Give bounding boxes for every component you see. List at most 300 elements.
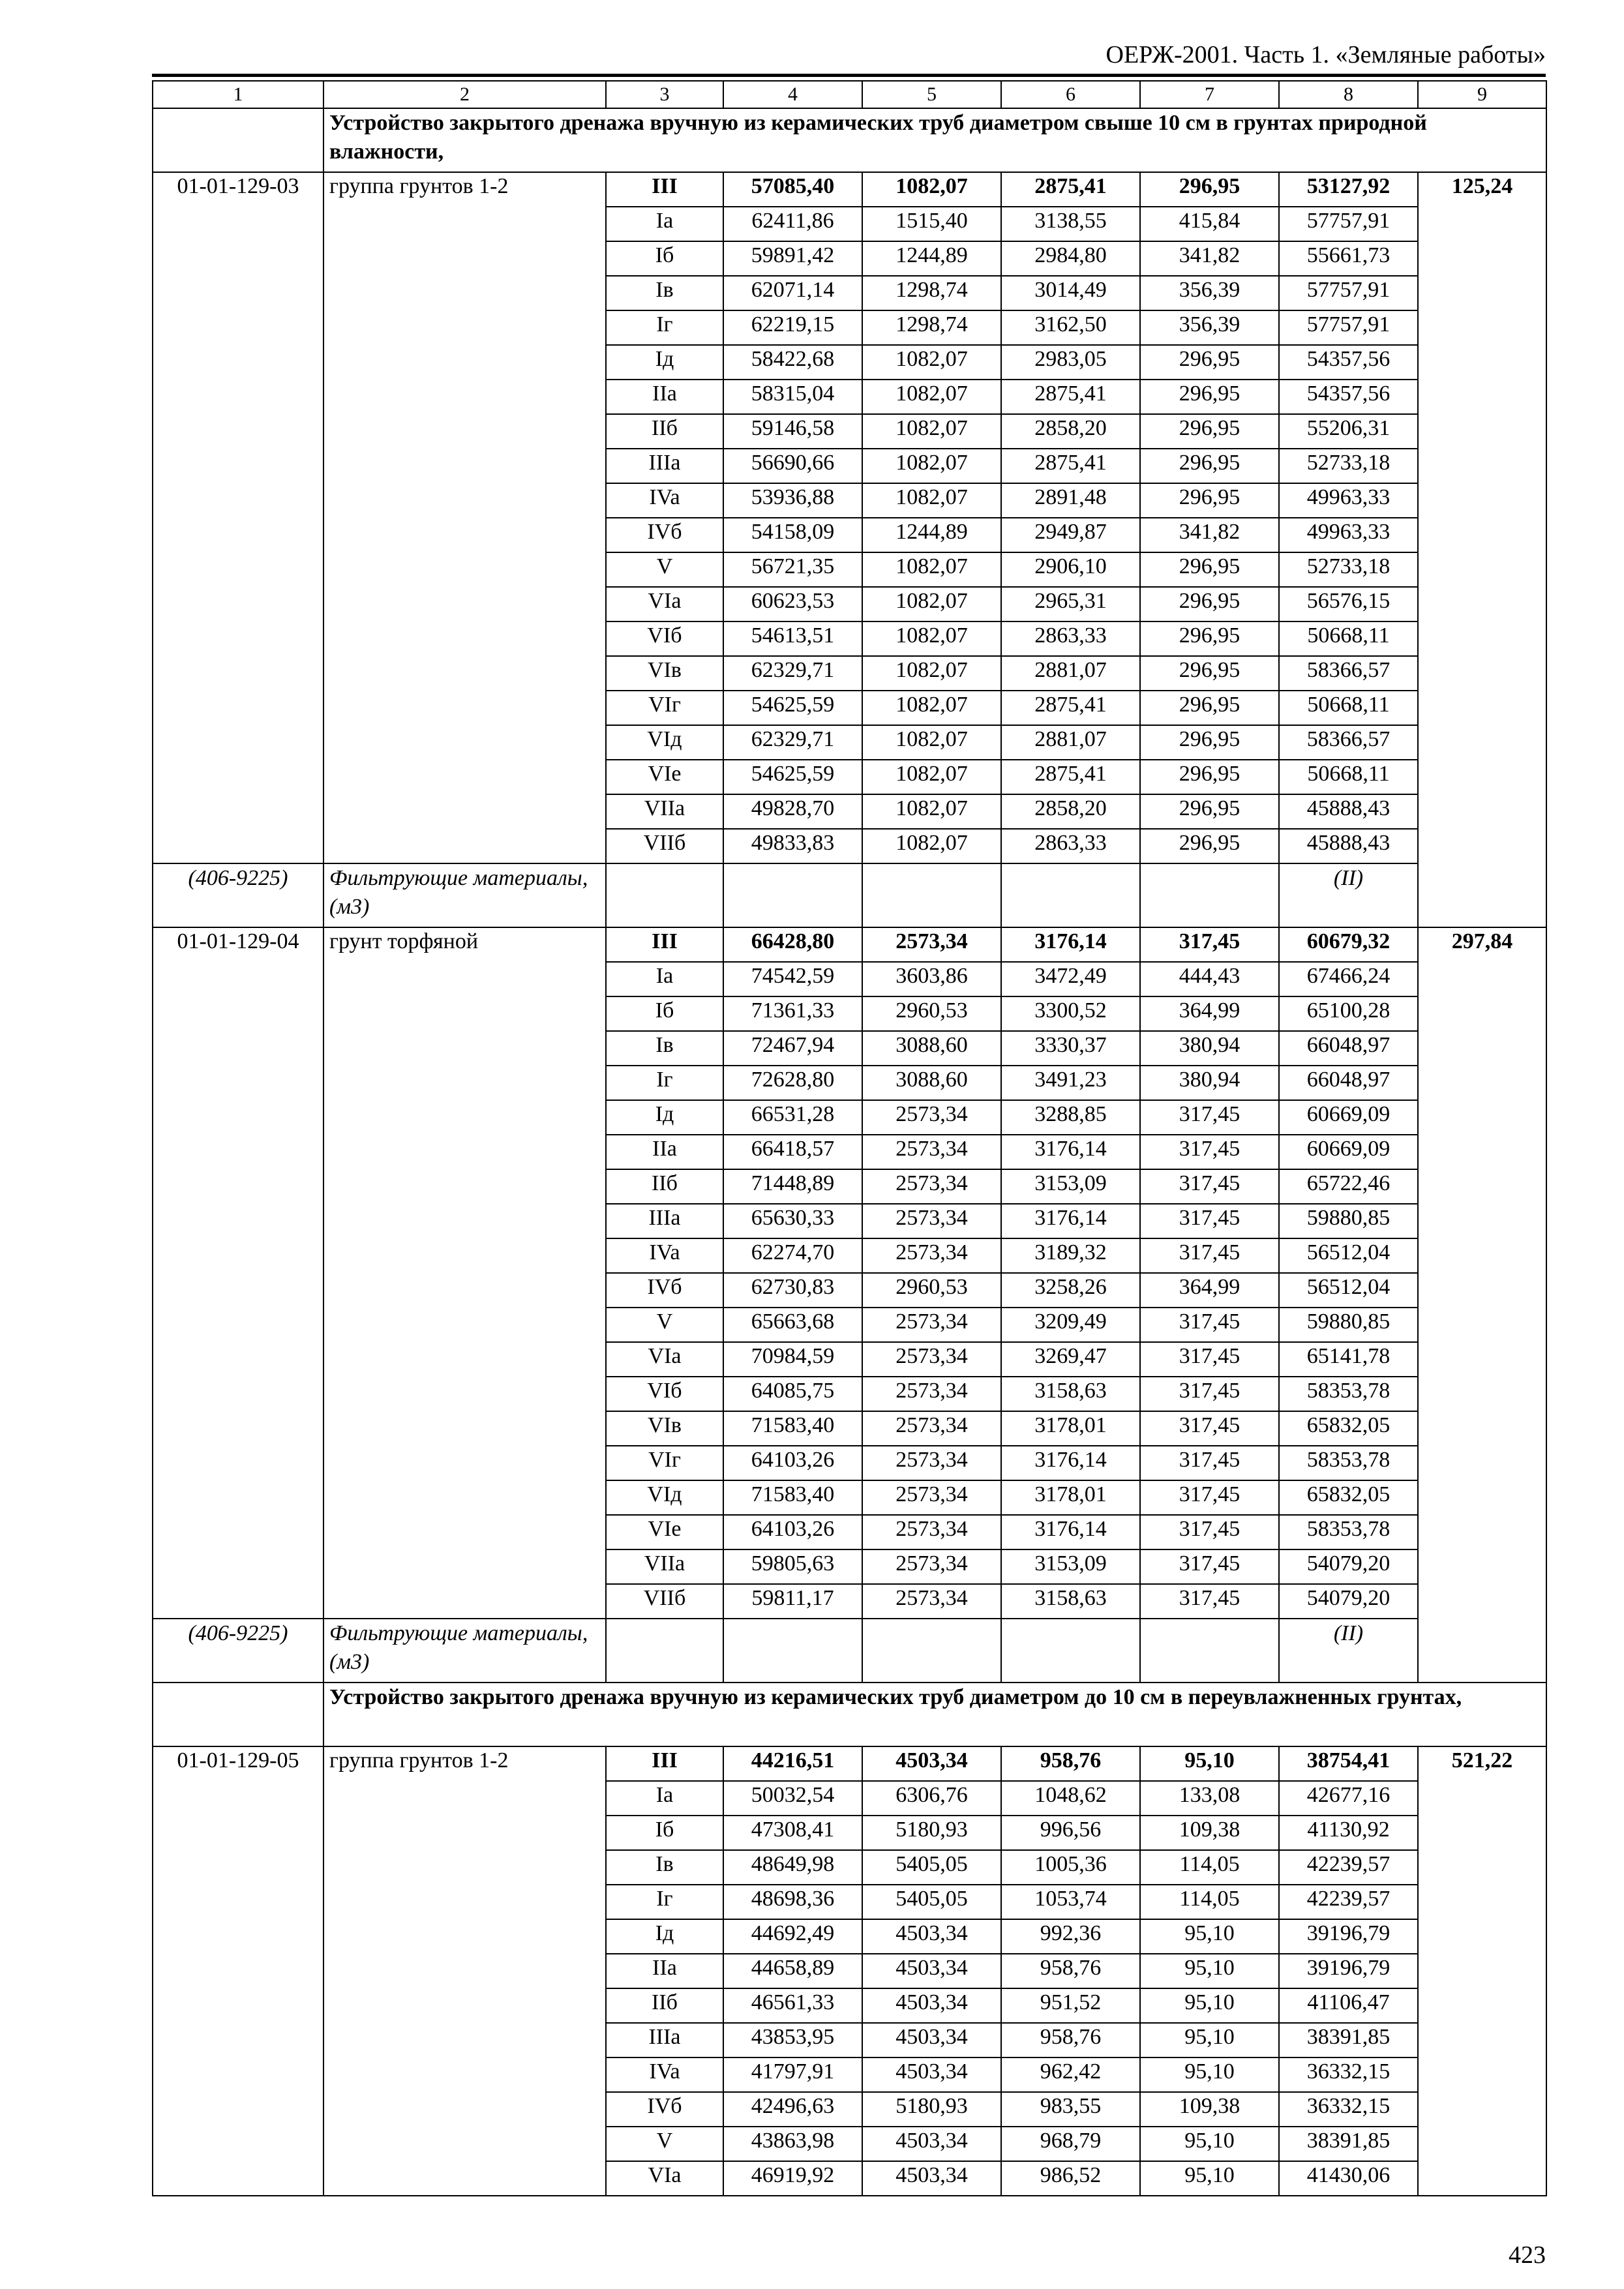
price-value: 66418,57 [723,1135,862,1169]
price-value: 54079,20 [1279,1549,1418,1584]
price-value: 296,95 [1140,829,1279,863]
region-code: Ia [606,962,723,996]
price-value: 5405,05 [862,1850,1001,1885]
price-value: 2858,20 [1001,794,1140,829]
price-value: 54158,09 [723,518,862,552]
price-value: 968,79 [1001,2127,1140,2161]
region-code: VIв [606,1411,723,1446]
region-code: VIг [606,691,723,725]
price-value: 317,45 [1140,1446,1279,1480]
region-code: Iг [606,1885,723,1919]
price-value: 341,82 [1140,241,1279,276]
price-value: 2573,34 [862,1135,1001,1169]
price-value: 2891,48 [1001,483,1140,518]
price-value: 3138,55 [1001,207,1140,241]
price-value: 57757,91 [1279,207,1418,241]
price-value: 59891,42 [723,241,862,276]
price-value: 55206,31 [1279,414,1418,449]
price-value: 59146,58 [723,414,862,449]
price-value: 296,95 [1140,449,1279,483]
price-value: 2881,07 [1001,656,1140,691]
price-value: 46561,33 [723,1988,862,2023]
price-value: 2573,34 [862,1238,1001,1273]
price-value: 2573,34 [862,1342,1001,1377]
region-code: VIг [606,1446,723,1480]
price-value: 49833,83 [723,829,862,863]
price-value: 2573,34 [862,1515,1001,1549]
price-value: 59811,17 [723,1584,862,1619]
price-value: 38754,41 [1279,1746,1418,1781]
price-value: 43853,95 [723,2023,862,2057]
price-value: 62329,71 [723,656,862,691]
price-value: 54625,59 [723,760,862,794]
price-value: 65722,46 [1279,1169,1418,1204]
price-value: 2573,34 [862,1549,1001,1584]
price-value: 42496,63 [723,2092,862,2127]
column-number: 5 [862,81,1001,108]
region-code: VIIб [606,829,723,863]
price-value: 1244,89 [862,518,1001,552]
item-code: 01-01-129-04 [153,927,323,1619]
price-value: 3088,60 [862,1066,1001,1100]
price-value: 3178,01 [1001,1411,1140,1446]
price-value: 48649,98 [723,1850,862,1885]
region-code: Iв [606,1850,723,1885]
price-value: 71361,33 [723,996,862,1031]
price-value: 58422,68 [723,345,862,380]
price-value: 67466,24 [1279,962,1418,996]
price-value: 1082,07 [862,725,1001,760]
price-value: 2573,34 [862,1446,1001,1480]
price-value: 317,45 [1140,1169,1279,1204]
region-code: IIa [606,1135,723,1169]
region-code: Ia [606,1781,723,1816]
item-col9: 297,84 [1418,927,1546,1683]
region-code: IIIa [606,1204,723,1238]
price-value: 296,95 [1140,483,1279,518]
price-value: 1082,07 [862,380,1001,414]
region-code: VIб [606,621,723,656]
price-value: 3176,14 [1001,1446,1140,1480]
price-value: 986,52 [1001,2161,1140,2196]
price-value: 39196,79 [1279,1954,1418,1988]
price-value: 317,45 [1140,927,1279,962]
price-value: 66428,80 [723,927,862,962]
price-value: 341,82 [1140,518,1279,552]
region-code: Ia [606,207,723,241]
price-value: 1515,40 [862,207,1001,241]
price-value: 95,10 [1140,1746,1279,1781]
price-value: 3209,49 [1001,1308,1140,1342]
region-code: Iг [606,310,723,345]
region-code: VIa [606,1342,723,1377]
price-value: 60669,09 [1279,1135,1418,1169]
price-value: 2573,34 [862,1169,1001,1204]
empty-cell [1140,863,1279,927]
price-value: 41797,91 [723,2057,862,2092]
material-code: (406-9225) [153,863,323,927]
price-value: 3158,63 [1001,1377,1140,1411]
price-value: 296,95 [1140,552,1279,587]
price-value: 317,45 [1140,1411,1279,1446]
price-value: 1244,89 [862,241,1001,276]
price-value: 50668,11 [1279,691,1418,725]
price-value: 296,95 [1140,621,1279,656]
price-value: 58315,04 [723,380,862,414]
price-value: 317,45 [1140,1549,1279,1584]
section-title-spacer [153,108,323,172]
price-value: 2573,34 [862,1377,1001,1411]
price-value: 4503,34 [862,1919,1001,1954]
price-value: 2984,80 [1001,241,1140,276]
empty-cell [1001,1619,1140,1683]
price-value: 56721,35 [723,552,862,587]
price-value: 39196,79 [1279,1919,1418,1954]
price-value: 2875,41 [1001,449,1140,483]
price-value: 317,45 [1140,1377,1279,1411]
price-value: 4503,34 [862,1746,1001,1781]
price-value: 3269,47 [1001,1342,1140,1377]
price-value: 1082,07 [862,587,1001,621]
price-value: 45888,43 [1279,829,1418,863]
price-value: 958,76 [1001,2023,1140,2057]
price-value: 1082,07 [862,829,1001,863]
price-value: 2875,41 [1001,691,1140,725]
price-value: 317,45 [1140,1584,1279,1619]
price-value: 2573,34 [862,1308,1001,1342]
price-value: 46919,92 [723,2161,862,2196]
price-value: 4503,34 [862,2127,1001,2161]
price-value: 60679,32 [1279,927,1418,962]
price-value: 3176,14 [1001,1515,1140,1549]
price-value: 317,45 [1140,1308,1279,1342]
price-value: 3176,14 [1001,1135,1140,1169]
material-note: (II) [1279,863,1418,927]
section-title: Устройство закрытого дренажа вручную из керамических труб диаметром свыше 10 см в грунтах природной влажности, [323,108,1546,172]
price-value: 296,95 [1140,760,1279,794]
item-code: 01-01-129-03 [153,172,323,863]
table-row [153,172,1546,207]
region-code: Iд [606,345,723,380]
price-value: 41130,92 [1279,1816,1418,1850]
price-value: 983,55 [1001,2092,1140,2127]
region-code: Iв [606,276,723,310]
price-value: 3300,52 [1001,996,1140,1031]
price-value: 41106,47 [1279,1988,1418,2023]
price-value: 3330,37 [1001,1031,1140,1066]
price-value: 1082,07 [862,172,1001,207]
price-value: 951,52 [1001,1988,1140,2023]
price-value: 54613,51 [723,621,862,656]
price-value: 54357,56 [1279,345,1418,380]
region-code: IIб [606,1169,723,1204]
price-value: 3491,23 [1001,1066,1140,1100]
price-value: 3088,60 [862,1031,1001,1066]
price-value: 58366,57 [1279,725,1418,760]
price-value: 2573,34 [862,1480,1001,1515]
price-value: 64103,26 [723,1446,862,1480]
price-value: 95,10 [1140,2127,1279,2161]
price-value: 50668,11 [1279,621,1418,656]
price-value: 72467,94 [723,1031,862,1066]
region-code: V [606,2127,723,2161]
region-code: VIa [606,587,723,621]
price-value: 72628,80 [723,1066,862,1100]
price-value: 2875,41 [1001,172,1140,207]
price-value: 109,38 [1140,2092,1279,2127]
price-value: 38391,85 [1279,2127,1418,2161]
price-value: 317,45 [1140,1342,1279,1377]
price-value: 38391,85 [1279,2023,1418,2057]
price-value: 53127,92 [1279,172,1418,207]
price-value: 296,95 [1140,656,1279,691]
price-value: 296,95 [1140,380,1279,414]
price-value: 3178,01 [1001,1480,1140,1515]
price-value: 1298,74 [862,276,1001,310]
price-value: 59880,85 [1279,1308,1418,1342]
price-value: 56512,04 [1279,1273,1418,1308]
region-code: VIe [606,760,723,794]
price-value: 5180,93 [862,2092,1001,2127]
price-value: 2858,20 [1001,414,1140,449]
price-value: 54357,56 [1279,380,1418,414]
region-code: Iг [606,1066,723,1100]
price-value: 317,45 [1140,1515,1279,1549]
price-value: 2960,53 [862,996,1001,1031]
price-value: 317,45 [1140,1135,1279,1169]
price-value: 53936,88 [723,483,862,518]
price-value: 62071,14 [723,276,862,310]
material-row [153,863,1546,927]
price-value: 62219,15 [723,310,862,345]
region-code: Iб [606,996,723,1031]
price-value: 57757,91 [1279,276,1418,310]
price-value: 65141,78 [1279,1342,1418,1377]
price-value: 41430,06 [1279,2161,1418,2196]
price-value: 2573,34 [862,1204,1001,1238]
price-value: 1082,07 [862,656,1001,691]
price-value: 2949,87 [1001,518,1140,552]
region-code: Iв [606,1031,723,1066]
region-code: IVa [606,483,723,518]
price-value: 317,45 [1140,1238,1279,1273]
price-value: 58366,57 [1279,656,1418,691]
item-name: группа грунтов 1-2 [323,172,606,863]
price-value: 4503,34 [862,1954,1001,1988]
price-value: 296,95 [1140,794,1279,829]
price-value: 1082,07 [862,621,1001,656]
price-value: 5405,05 [862,1885,1001,1919]
price-value: 3258,26 [1001,1273,1140,1308]
region-code: IIIa [606,449,723,483]
price-value: 3014,49 [1001,276,1140,310]
price-value: 95,10 [1140,1988,1279,2023]
price-value: 42239,57 [1279,1850,1418,1885]
column-number: 4 [723,81,862,108]
price-value: 49963,33 [1279,518,1418,552]
price-value: 56512,04 [1279,1238,1418,1273]
price-value: 133,08 [1140,1781,1279,1816]
price-value: 317,45 [1140,1480,1279,1515]
region-code: IIIa [606,2023,723,2057]
material-note: (II) [1279,1619,1418,1683]
price-value: 109,38 [1140,1816,1279,1850]
price-value: 958,76 [1001,1746,1140,1781]
price-value: 3176,14 [1001,1204,1140,1238]
price-value: 296,95 [1140,725,1279,760]
table-row [153,1746,1546,1781]
section-title-row [153,108,1546,172]
column-number: 1 [153,81,323,108]
price-value: 49828,70 [723,794,862,829]
price-value: 62329,71 [723,725,862,760]
price-value: 2881,07 [1001,725,1140,760]
price-value: 2906,10 [1001,552,1140,587]
price-value: 1082,07 [862,414,1001,449]
price-value: 4503,34 [862,2023,1001,2057]
price-value: 3162,50 [1001,310,1140,345]
table-row [153,927,1546,962]
price-value: 64085,75 [723,1377,862,1411]
material-code: (406-9225) [153,1619,323,1683]
price-value: 2960,53 [862,1273,1001,1308]
price-value: 1082,07 [862,483,1001,518]
region-code: VIIa [606,1549,723,1584]
header-rule [152,74,1546,77]
price-value: 356,39 [1140,310,1279,345]
price-value: 42239,57 [1279,1885,1418,1919]
price-value: 1082,07 [862,345,1001,380]
price-value: 74542,59 [723,962,862,996]
price-value: 52733,18 [1279,449,1418,483]
price-value: 380,94 [1140,1031,1279,1066]
price-value: 55661,73 [1279,241,1418,276]
price-value: 65100,28 [1279,996,1418,1031]
region-code: VIIa [606,794,723,829]
price-value: 66531,28 [723,1100,862,1135]
price-value: 317,45 [1140,1204,1279,1238]
price-value: 962,42 [1001,2057,1140,2092]
price-value: 71583,40 [723,1480,862,1515]
price-value: 996,56 [1001,1816,1140,1850]
price-value: 44216,51 [723,1746,862,1781]
empty-cell [606,863,723,927]
price-value: 70984,59 [723,1342,862,1377]
price-value: 60623,53 [723,587,862,621]
price-value: 95,10 [1140,1954,1279,1988]
item-col9: 125,24 [1418,172,1546,927]
region-code: Iб [606,241,723,276]
price-value: 50032,54 [723,1781,862,1816]
price-value: 59880,85 [1279,1204,1418,1238]
price-value: 992,36 [1001,1919,1140,1954]
region-code: III [606,172,723,207]
empty-cell [606,1619,723,1683]
region-code: III [606,927,723,962]
price-value: 58353,78 [1279,1446,1418,1480]
price-value: 2573,34 [862,1411,1001,1446]
empty-cell [1001,863,1140,927]
price-value: 3288,85 [1001,1100,1140,1135]
price-value: 1005,36 [1001,1850,1140,1885]
price-value: 45888,43 [1279,794,1418,829]
price-value: 2573,34 [862,1584,1001,1619]
price-value: 1082,07 [862,691,1001,725]
price-value: 58353,78 [1279,1377,1418,1411]
empty-cell [1140,1619,1279,1683]
price-value: 1298,74 [862,310,1001,345]
region-code: VIв [606,656,723,691]
price-value: 66048,97 [1279,1031,1418,1066]
region-code: V [606,552,723,587]
column-number: 3 [606,81,723,108]
price-value: 4503,34 [862,2057,1001,2092]
price-value: 1082,07 [862,552,1001,587]
region-code: Iд [606,1100,723,1135]
region-code: Iд [606,1919,723,1954]
region-code: VIe [606,1515,723,1549]
price-value: 114,05 [1140,1885,1279,1919]
section-title: Устройство закрытого дренажа вручную из керамических труб диаметром до 10 см в переувлажненных грунтах, [323,1683,1546,1746]
price-value: 2573,34 [862,927,1001,962]
price-value: 296,95 [1140,691,1279,725]
section-title-row [153,1683,1546,1746]
price-value: 54625,59 [723,691,862,725]
price-value: 71583,40 [723,1411,862,1446]
price-value: 48698,36 [723,1885,862,1919]
price-value: 56690,66 [723,449,862,483]
price-value: 5180,93 [862,1816,1001,1850]
price-value: 380,94 [1140,1066,1279,1100]
region-code: IVб [606,518,723,552]
region-code: IIб [606,1988,723,2023]
price-value: 58353,78 [1279,1515,1418,1549]
price-value: 1082,07 [862,449,1001,483]
price-value: 2875,41 [1001,760,1140,794]
price-value: 3153,09 [1001,1169,1140,1204]
column-number: 2 [323,81,606,108]
item-code: 01-01-129-05 [153,1746,323,2196]
price-value: 3603,86 [862,962,1001,996]
price-value: 56576,15 [1279,587,1418,621]
region-code: IIa [606,1954,723,1988]
price-value: 43863,98 [723,2127,862,2161]
price-value: 1053,74 [1001,1885,1140,1919]
price-value: 95,10 [1140,1919,1279,1954]
column-number: 8 [1279,81,1418,108]
price-value: 1048,62 [1001,1781,1140,1816]
price-value: 57085,40 [723,172,862,207]
price-value: 54079,20 [1279,1584,1418,1619]
column-number-row [153,81,1546,108]
price-value: 2875,41 [1001,380,1140,414]
price-value: 3176,14 [1001,927,1140,962]
region-code: IVб [606,1273,723,1308]
region-code: IVб [606,2092,723,2127]
region-code: III [606,1746,723,1781]
price-value: 62411,86 [723,207,862,241]
price-value: 62274,70 [723,1238,862,1273]
price-value: 50668,11 [1279,760,1418,794]
price-value: 65630,33 [723,1204,862,1238]
region-code: VIд [606,725,723,760]
region-code: V [606,1308,723,1342]
price-value: 2863,33 [1001,829,1140,863]
price-value: 4503,34 [862,1988,1001,2023]
price-value: 1082,07 [862,794,1001,829]
material-name: Фильтрующие материалы, (м3) [323,1619,606,1683]
price-value: 60669,09 [1279,1100,1418,1135]
